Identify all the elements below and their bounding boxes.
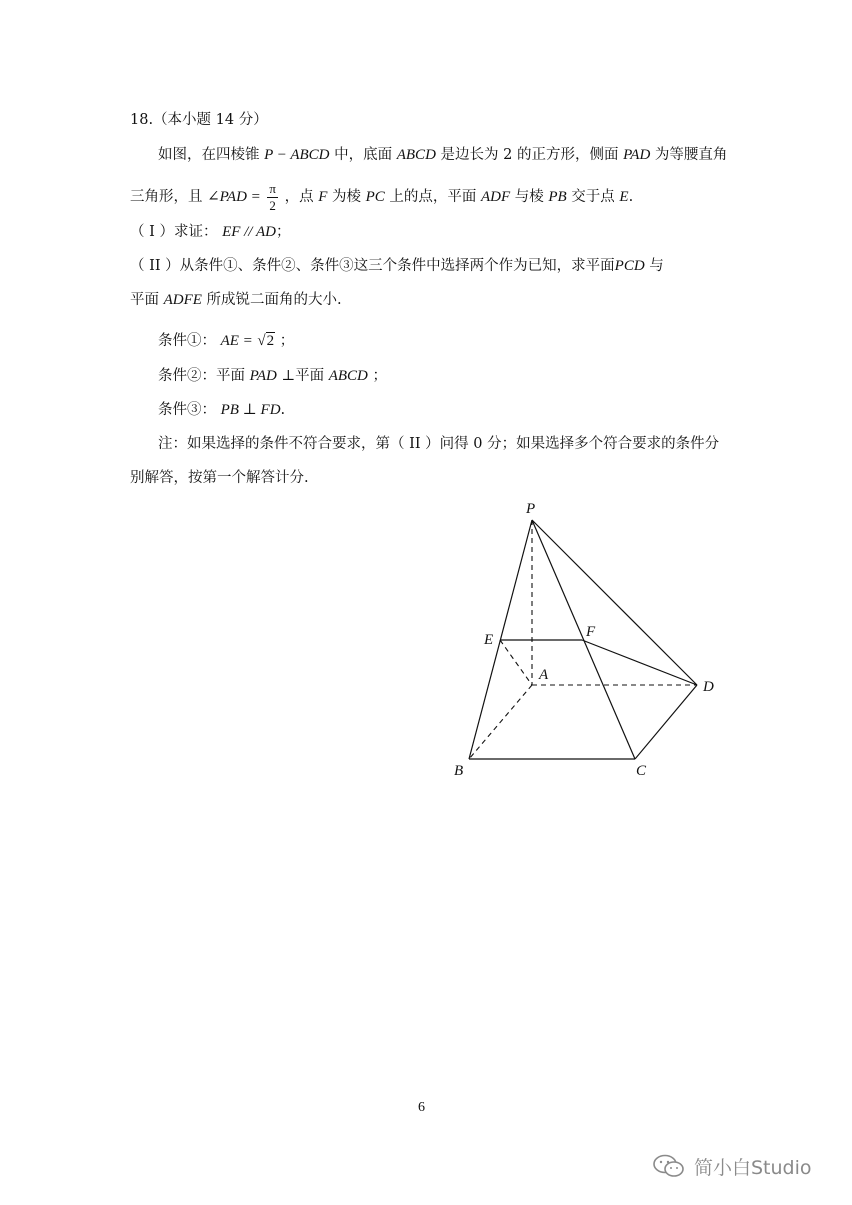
math: PCD bbox=[614, 258, 645, 274]
label-F: F bbox=[586, 624, 596, 640]
numerator: π bbox=[269, 180, 276, 196]
label-A: A bbox=[539, 667, 549, 683]
text: 为等腰直角 bbox=[654, 147, 728, 163]
math: ADF bbox=[480, 189, 511, 205]
text: 三角形，且 bbox=[130, 189, 203, 205]
condition-3 bbox=[158, 400, 285, 420]
part-2-line1 bbox=[130, 256, 664, 276]
text: 平面 bbox=[295, 368, 325, 384]
segment-FD bbox=[582, 640, 697, 685]
math: AE = bbox=[220, 333, 253, 349]
label-P: P bbox=[526, 501, 536, 517]
denominator: 2 bbox=[269, 197, 276, 213]
text: 所成锐二面角的大小. bbox=[206, 292, 342, 308]
text: ； bbox=[372, 368, 387, 384]
sqrt: √2 bbox=[257, 333, 275, 349]
page-number: 6 bbox=[418, 1100, 425, 1115]
text: 条件③： bbox=[158, 402, 216, 418]
math: PB ⊥ FD bbox=[220, 402, 281, 418]
label-E: E bbox=[484, 632, 494, 648]
problem-heading bbox=[130, 110, 268, 130]
text: . bbox=[628, 189, 634, 205]
problem-intro-line1 bbox=[158, 145, 727, 165]
note-line1 bbox=[158, 434, 719, 454]
watermark bbox=[652, 1152, 812, 1180]
label-D: D bbox=[703, 679, 714, 695]
math: E bbox=[619, 189, 629, 205]
condition-1 bbox=[158, 331, 294, 351]
math: ABCD bbox=[328, 368, 368, 384]
segment-EA-hidden bbox=[500, 640, 532, 685]
text: 如图，在四棱锥 bbox=[158, 147, 260, 163]
radicand: 2 bbox=[266, 333, 275, 349]
math: PC bbox=[365, 189, 385, 205]
problem-intro-line2 bbox=[130, 180, 633, 214]
math: PAD bbox=[623, 147, 651, 163]
math: ABCD bbox=[396, 147, 436, 163]
condition-2 bbox=[158, 366, 387, 386]
edge-CD bbox=[635, 685, 697, 759]
pyramid-figure bbox=[430, 495, 740, 795]
label-B: B bbox=[454, 763, 464, 779]
math: PB bbox=[548, 189, 567, 205]
text: . bbox=[280, 402, 286, 418]
text: 交于点 bbox=[571, 189, 615, 205]
text: 是边长为 2 的正方形，侧面 bbox=[440, 147, 619, 163]
label-C: C bbox=[636, 763, 647, 779]
text: 注：如果选择的条件不符合要求，第（ II ）问得 0 分；如果选择多个符合要求的条件分 bbox=[158, 436, 720, 452]
text: 为棱 bbox=[331, 189, 361, 205]
math: F bbox=[318, 189, 328, 205]
fraction bbox=[267, 181, 278, 214]
math: PAD bbox=[249, 368, 277, 384]
text: 条件②：平面 bbox=[158, 368, 245, 384]
math: P − ABCD bbox=[264, 147, 330, 163]
math: ∠PAD = bbox=[207, 189, 261, 205]
text: （ I ）求证： bbox=[130, 224, 218, 240]
text: 别解答，按第一个解答计分. bbox=[130, 470, 309, 486]
wechat-icon bbox=[652, 1154, 686, 1178]
text: ； bbox=[279, 333, 295, 349]
perp-symbol: ⊥ bbox=[281, 368, 296, 384]
heading-text: 18.（本小题 14 分） bbox=[130, 112, 268, 128]
text: 条件①： bbox=[158, 333, 216, 349]
text: （ II ）从条件①、条件②、条件③这三个条件中选择两个作为已知，求平面 bbox=[130, 258, 615, 274]
text: ； bbox=[275, 224, 291, 240]
math: ADFE bbox=[163, 292, 202, 308]
note-line2 bbox=[130, 468, 309, 488]
watermark-text: 简小白Studio bbox=[694, 1156, 812, 1179]
math: EF // AD bbox=[222, 224, 276, 240]
text: 中，底面 bbox=[334, 147, 393, 163]
part-1 bbox=[130, 222, 290, 242]
text: 与 bbox=[649, 258, 664, 274]
text: ，点 bbox=[284, 189, 314, 205]
text: 平面 bbox=[130, 292, 159, 308]
text: 上的点，平面 bbox=[389, 189, 477, 205]
part-2-line2 bbox=[130, 290, 342, 310]
edge-PD bbox=[532, 520, 697, 685]
text: 与棱 bbox=[514, 189, 544, 205]
